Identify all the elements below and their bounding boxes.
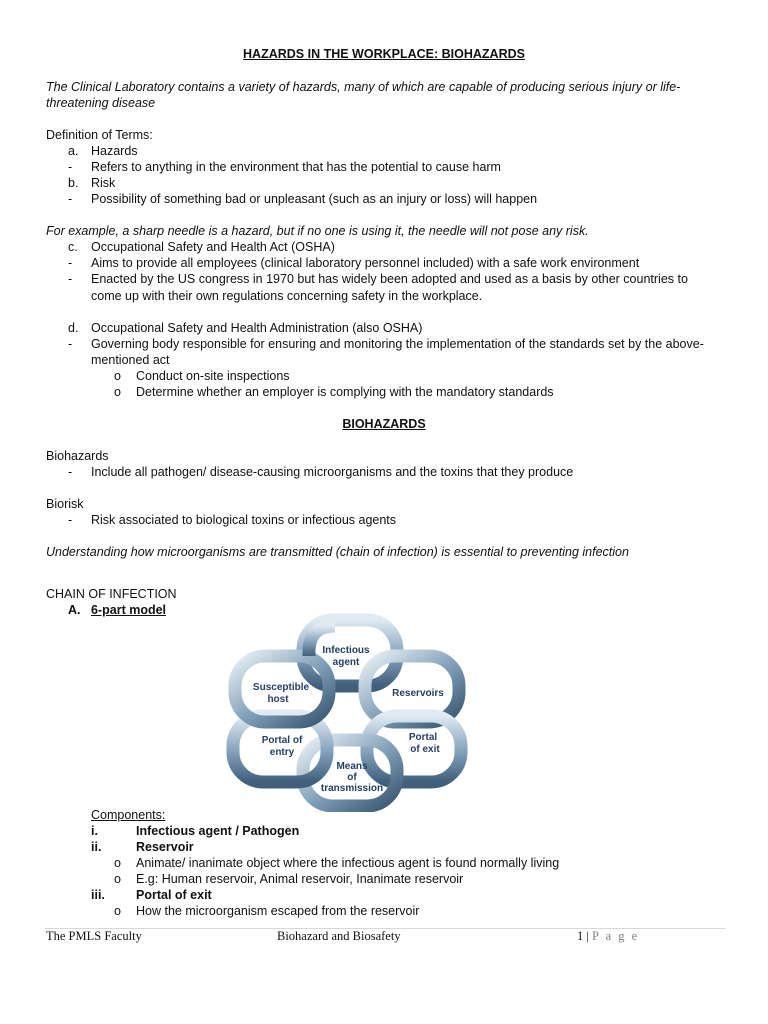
footer-left: The PMLS Faculty (46, 929, 142, 943)
footer-page (577, 929, 639, 944)
component-reservoir: Reservoir (136, 840, 194, 854)
osha-admin-point: Governing body responsible for ensuring and monitoring the implementation of the standards set by the above- (91, 337, 704, 351)
circle-bullet: o (114, 904, 121, 918)
component-numeral: iii. (91, 888, 105, 902)
component-portal-of-exit: Portal of exit (136, 888, 212, 902)
label-portal-of-exit: of exit (410, 744, 440, 755)
label-susceptible-host: host (267, 694, 289, 705)
component-numeral: i. (91, 824, 98, 838)
reservoir-point: E.g: Human reservoir, Animal reservoir, Inanimate reservoir (136, 872, 464, 886)
term-risk: Risk (91, 176, 116, 190)
portal-of-exit-point: How the microorganism escaped from the reservoir (136, 904, 420, 918)
dash-bullet: - (68, 160, 73, 174)
component-infectious-agent (136, 823, 299, 839)
component-label: Infectious agent (136, 824, 232, 838)
example-text: For example, a sharp needle is a hazard, but if no one is using it, the needle will not pose any risk. (46, 224, 589, 238)
label-infectious-agent: Infectious (322, 645, 370, 656)
page-word: P a g e (592, 929, 640, 943)
model-marker: A. (68, 603, 81, 617)
term-marker: c. (68, 240, 78, 254)
term-biohazards: Biohazards (46, 449, 109, 463)
dash-bullet: - (68, 192, 73, 206)
term-risk-definition: Possibility of something bad or unpleasant (such as an injury or loss) will happen (91, 192, 538, 206)
dash-bullet: - (68, 256, 73, 270)
page-title: HAZARDS IN THE WORKPLACE: BIOHAZARDS (243, 47, 525, 61)
label-infectious-agent: agent (332, 657, 360, 668)
term-biorisk: Biorisk (46, 497, 84, 511)
definition-heading: Definition of Terms: (46, 128, 153, 142)
biorisk-definition: Risk associated to biological toxins or infectious agents (91, 513, 397, 527)
model-label: 6-part model (91, 603, 167, 617)
circle-bullet: o (114, 872, 121, 886)
term-hazards-definition: Refers to anything in the environment that has the potential to cause harm (91, 160, 501, 174)
osha-admin-subpoint: Conduct on-site inspections (136, 369, 290, 383)
understanding-text: Understanding how microorganisms are transmitted (chain of infection) is essential to preventing infection (46, 545, 629, 559)
chain-heading: CHAIN OF INFECTION (46, 587, 177, 601)
component-suffix: / Pathogen (231, 824, 300, 838)
osha-act-point: Enacted by the US congress in 1970 but has widely been adopted and used as a basis by other countries to (91, 272, 688, 286)
intro-line-2: threatening disease (46, 96, 156, 110)
label-portal-of-entry: Portal of (261, 735, 303, 746)
label-portal-of-exit: Portal (408, 732, 438, 743)
osha-admin-subpoint: Determine whether an employer is complying with the mandatory standards (136, 385, 554, 399)
label-susceptible-host: Susceptible (252, 682, 310, 693)
circle-bullet: o (114, 369, 121, 383)
dash-bullet: - (68, 272, 73, 286)
footer-center: Biohazard and Biosafety (277, 929, 401, 943)
dash-bullet: - (68, 513, 73, 527)
label-means: Means (336, 761, 368, 772)
circle-bullet: o (114, 856, 121, 870)
intro-line-1: The Clinical Laboratory contains a variety of hazards, many of which are capable of producing serious injury or life- (46, 80, 681, 94)
term-osha-act: Occupational Safety and Health Act (OSHA) (91, 240, 335, 254)
biohazards-heading: BIOHAZARDS (342, 417, 426, 431)
dash-bullet: - (68, 337, 73, 351)
label-means: of (347, 772, 357, 783)
label-means: transmission (320, 783, 384, 794)
label-portal-of-entry: entry (269, 747, 295, 758)
page-separator: | (583, 929, 593, 943)
page-number: 1 (577, 929, 584, 943)
chain-of-infection-diagram (225, 612, 475, 812)
label-reservoirs: Reservoirs (392, 688, 444, 699)
circle-bullet: o (114, 385, 121, 399)
osha-admin-point-continued: mentioned act (91, 353, 170, 367)
osha-act-point-continued: come up with their own regulations concerning safety in the workplace. (91, 289, 483, 303)
osha-act-point: Aims to provide all employees (clinical laboratory personnel included) with a safe work environment (91, 256, 640, 270)
dash-bullet: - (68, 465, 73, 479)
biohazards-definition: Include all pathogen/ disease-causing microorganisms and the toxins that they produce (91, 465, 574, 479)
component-numeral: ii. (91, 840, 102, 854)
term-hazards: Hazards (91, 144, 138, 158)
reservoir-point: Animate/ inanimate object where the infectious agent is found normally living (136, 856, 560, 870)
term-marker: d. (68, 321, 79, 335)
components-heading: Components: (91, 808, 166, 822)
term-marker: b. (68, 176, 79, 190)
term-osha-admin: Occupational Safety and Health Administration (also OSHA) (91, 321, 423, 335)
term-marker: a. (68, 144, 79, 158)
